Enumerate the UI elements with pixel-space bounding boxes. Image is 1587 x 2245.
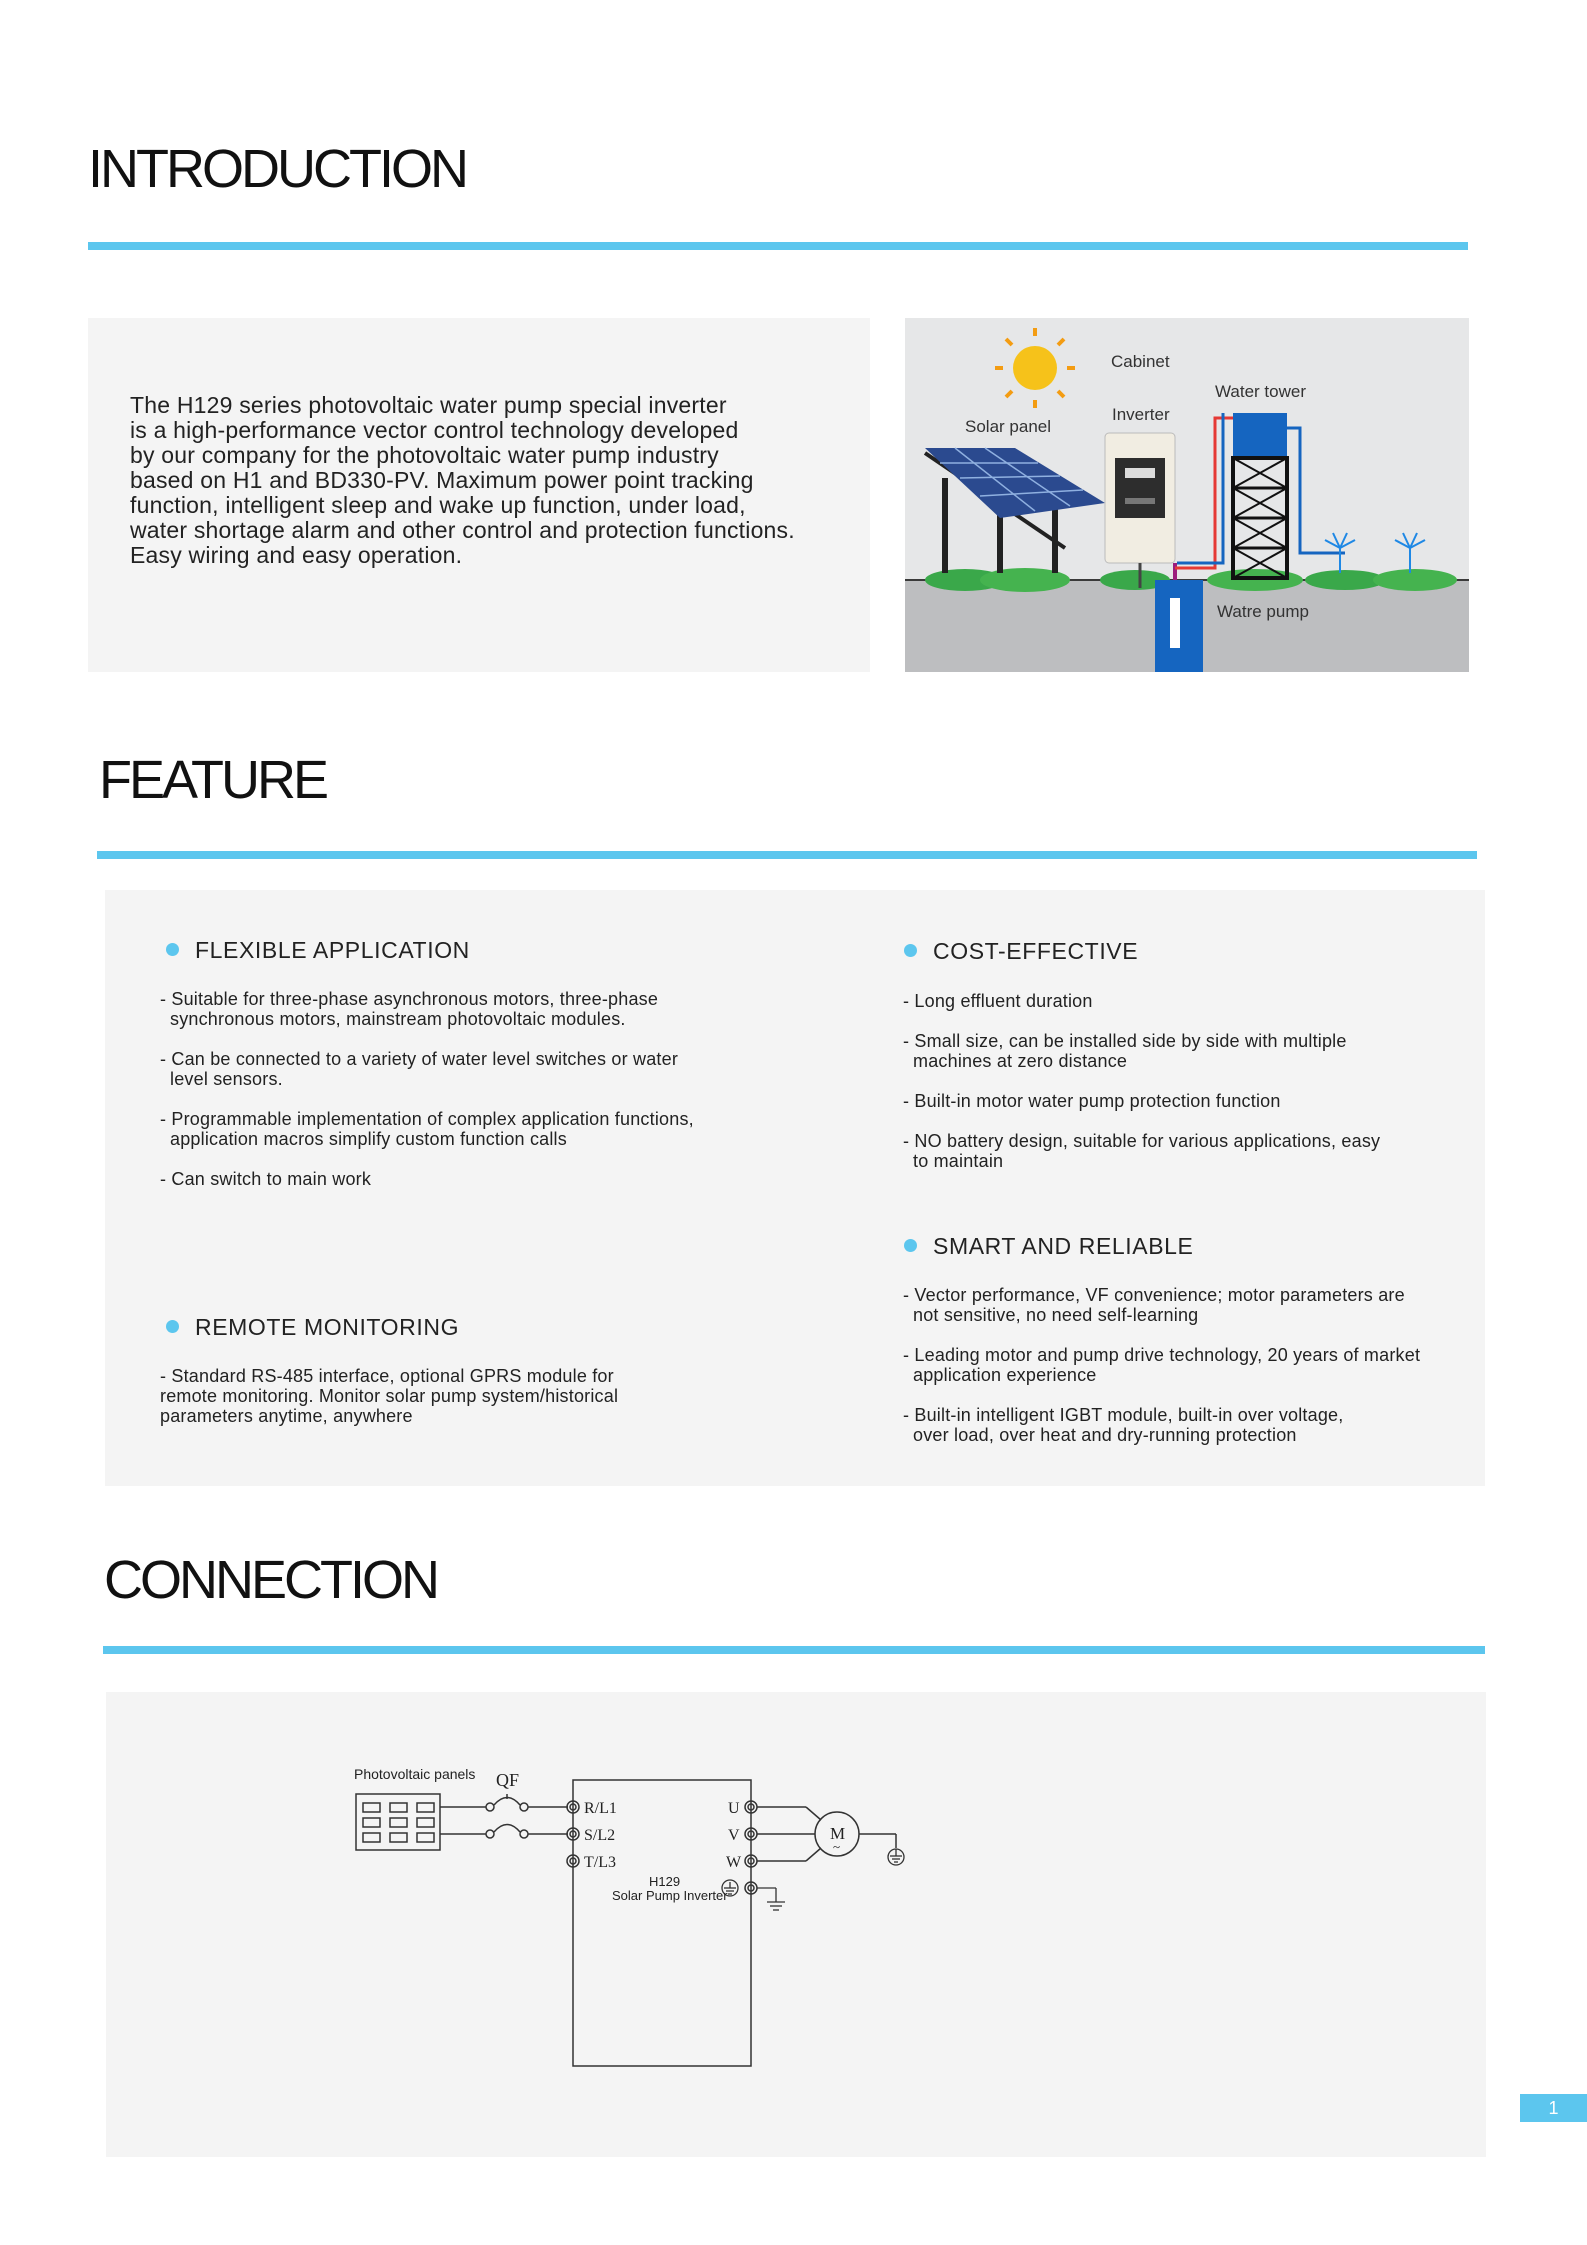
list-item: - Long effluent duration bbox=[903, 991, 1093, 1011]
list-item: - Built-in motor water pump protection function bbox=[903, 1091, 1281, 1111]
feature-title: FEATURE bbox=[99, 750, 327, 810]
label-cabinet: Cabinet bbox=[1111, 352, 1170, 371]
motor-ground-icon bbox=[888, 1849, 904, 1865]
inverter-model: H129 bbox=[649, 1874, 681, 1889]
terminal-u-label: U bbox=[728, 1800, 740, 1817]
list-item: - Small size, can be installed side by side with multiple machines at zero distance bbox=[903, 1031, 1347, 1071]
label-water-pump: Watre pump bbox=[1217, 602, 1309, 621]
feature-list-remote bbox=[160, 1366, 618, 1426]
list-item: - NO battery design, suitable for various applications, easy to maintain bbox=[903, 1131, 1381, 1171]
list-item: - Leading motor and pump drive technology, 20 years of market application experience bbox=[903, 1345, 1421, 1385]
breaker-symbol bbox=[440, 1794, 568, 1838]
label-inverter: Inverter bbox=[1112, 405, 1170, 424]
bullet-dot bbox=[904, 1239, 917, 1252]
label-water-tower: Water tower bbox=[1215, 382, 1307, 401]
list-line: remote monitoring. Monitor solar pump system/historical bbox=[160, 1386, 619, 1406]
heading-text: SMART AND RELIABLE bbox=[933, 1233, 1194, 1259]
intro-line: based on H1 and BD330-PV. Maximum power point tracking bbox=[130, 467, 754, 493]
page-number: 1 bbox=[1520, 2094, 1587, 2122]
connection-title: CONNECTION bbox=[104, 1550, 437, 1610]
list-item: - Vector performance, VF convenience; motor parameters are not sensitive, no need self-learning bbox=[903, 1285, 1405, 1325]
list-item: - Can be connected to a variety of water level switches or water level sensors. bbox=[160, 1049, 679, 1089]
intro-line: by our company for the photovoltaic water pump industry bbox=[130, 442, 719, 468]
terminal-t-label: T/L3 bbox=[584, 1854, 616, 1871]
motor-tilde: ~ bbox=[833, 1839, 841, 1854]
wiring-diagram bbox=[106, 1692, 1486, 2157]
inverter-description: Solar Pump Inverter bbox=[612, 1888, 728, 1903]
intro-line: water shortage alarm and other control and protection functions. bbox=[130, 517, 795, 543]
pump-graphic bbox=[1170, 598, 1180, 648]
intro-line: Easy wiring and easy operation. bbox=[130, 542, 463, 568]
bullet-dot bbox=[904, 944, 917, 957]
list-line: - Standard RS-485 interface, optional GPRS module for bbox=[160, 1366, 614, 1386]
introduction-rule bbox=[88, 242, 1468, 250]
motor-wiring bbox=[757, 1807, 896, 1861]
heading-text: FLEXIBLE APPLICATION bbox=[195, 937, 470, 963]
inverter-box bbox=[573, 1780, 751, 2066]
feature-list-cost bbox=[903, 991, 1380, 1191]
list-item: - Can switch to main work bbox=[160, 1169, 372, 1189]
feature-heading-cost bbox=[904, 938, 1138, 965]
introduction-text bbox=[130, 393, 860, 568]
pe-ground-icon bbox=[757, 1888, 785, 1910]
feature-heading-flexible bbox=[166, 937, 470, 964]
heading-text: COST-EFFECTIVE bbox=[933, 938, 1139, 964]
terminal-w-label: W bbox=[726, 1854, 742, 1871]
connection-rule bbox=[103, 1646, 1485, 1654]
pv-panels-label: Photovoltaic panels bbox=[354, 1766, 476, 1782]
feature-heading-smart bbox=[904, 1233, 1194, 1260]
terminal-r-label: R/L1 bbox=[584, 1800, 617, 1817]
feature-rule bbox=[97, 851, 1477, 859]
motor-label: M bbox=[830, 1824, 846, 1843]
introduction-title: INTRODUCTION bbox=[88, 139, 466, 199]
list-item: - Programmable implementation of complex application functions, application macros simplify custom function calls bbox=[160, 1109, 694, 1149]
solar-pump-illustration bbox=[905, 318, 1469, 672]
bullet-dot bbox=[166, 943, 179, 956]
list-item: - Built-in intelligent IGBT module, built-in over voltage, over load, over heat and dry-running protection bbox=[903, 1405, 1344, 1445]
intro-line: is a high-performance vector control technology developed bbox=[130, 417, 739, 443]
list-item: - Suitable for three-phase asynchronous motors, three-phase synchronous motors, mainstream photovoltaic modules. bbox=[160, 989, 659, 1029]
qf-label: QF bbox=[496, 1770, 520, 1790]
list-line: parameters anytime, anywhere bbox=[160, 1406, 413, 1426]
feature-list-smart bbox=[903, 1285, 1420, 1465]
heading-text: REMOTE MONITORING bbox=[195, 1314, 460, 1340]
terminal-v-label: V bbox=[728, 1827, 740, 1844]
intro-line: function, intelligent sleep and wake up function, under load, bbox=[130, 492, 746, 518]
label-solar-panel: Solar panel bbox=[965, 417, 1052, 436]
intro-line: The H129 series photovoltaic water pump special inverter bbox=[130, 392, 727, 418]
pv-panels-graphic bbox=[356, 1794, 440, 1850]
bullet-dot bbox=[166, 1320, 179, 1333]
feature-list-flexible bbox=[160, 989, 694, 1209]
terminal-s-label: S/L2 bbox=[584, 1827, 616, 1844]
feature-heading-remote bbox=[166, 1314, 459, 1341]
